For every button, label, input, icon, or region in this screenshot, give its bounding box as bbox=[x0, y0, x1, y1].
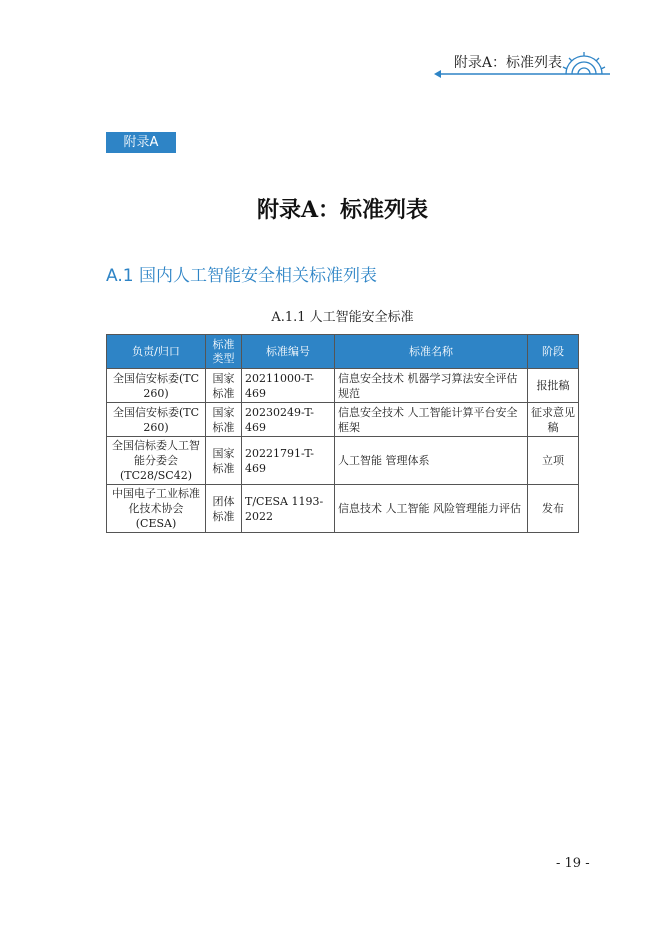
cell-owner: 全国信安标委(TC 260) bbox=[107, 403, 206, 437]
cell-number: 20230249-T-469 bbox=[242, 403, 335, 437]
cell-name: 信息技术 人工智能 风险管理能力评估 bbox=[335, 485, 528, 533]
table-caption: A.1.1 人工智能安全标准 bbox=[271, 310, 414, 325]
table-row bbox=[107, 369, 579, 403]
column-header: 负责/归口 bbox=[107, 335, 206, 369]
cell-name: 信息安全技术 人工智能计算平台安全框架 bbox=[335, 403, 528, 437]
cell-stage: 发布 bbox=[528, 485, 579, 533]
column-header: 标准名称 bbox=[335, 335, 528, 369]
header-arrow-icon bbox=[434, 70, 441, 78]
cell-owner: 全国信安标委(TC 260) bbox=[107, 369, 206, 403]
running-title: 附录A：标准列表 bbox=[453, 55, 562, 71]
column-header: 标准编号 bbox=[242, 335, 335, 369]
running-header bbox=[434, 50, 614, 82]
standards-table bbox=[106, 334, 579, 533]
table-header-row bbox=[107, 335, 579, 369]
gear-icon bbox=[563, 52, 605, 74]
cell-type: 国家标准 bbox=[206, 369, 242, 403]
cell-name: 信息安全技术 机器学习算法安全评估规范 bbox=[335, 369, 528, 403]
cell-type: 国家标准 bbox=[206, 403, 242, 437]
cell-stage: 立项 bbox=[528, 437, 579, 485]
column-header: 标准类型 bbox=[206, 335, 242, 369]
cell-number: 20211000-T-469 bbox=[242, 369, 335, 403]
appendix-badge: 附录A bbox=[106, 132, 176, 153]
cell-type: 团体标准 bbox=[206, 485, 242, 533]
cell-owner: 全国信标委人工智能分委会(TC28/SC42) bbox=[107, 437, 206, 485]
column-header: 阶段 bbox=[528, 335, 579, 369]
cell-stage: 征求意见稿 bbox=[528, 403, 579, 437]
cell-type: 国家标准 bbox=[206, 437, 242, 485]
cell-number: 20221791-T-469 bbox=[242, 437, 335, 485]
cell-name: 人工智能 管理体系 bbox=[335, 437, 528, 485]
page-title: 附录A：标准列表 bbox=[256, 197, 429, 223]
cell-owner: 中国电子工业标准化技术协会(CESA) bbox=[107, 485, 206, 533]
cell-number: T/CESA 1193-2022 bbox=[242, 485, 335, 533]
cell-stage: 报批稿 bbox=[528, 369, 579, 403]
table-row bbox=[107, 485, 579, 533]
page-number: - 19 - bbox=[556, 856, 590, 871]
table-row bbox=[107, 437, 579, 485]
section-heading: A.1 国内人工智能安全相关标准列表 bbox=[106, 266, 377, 286]
table-row bbox=[107, 403, 579, 437]
